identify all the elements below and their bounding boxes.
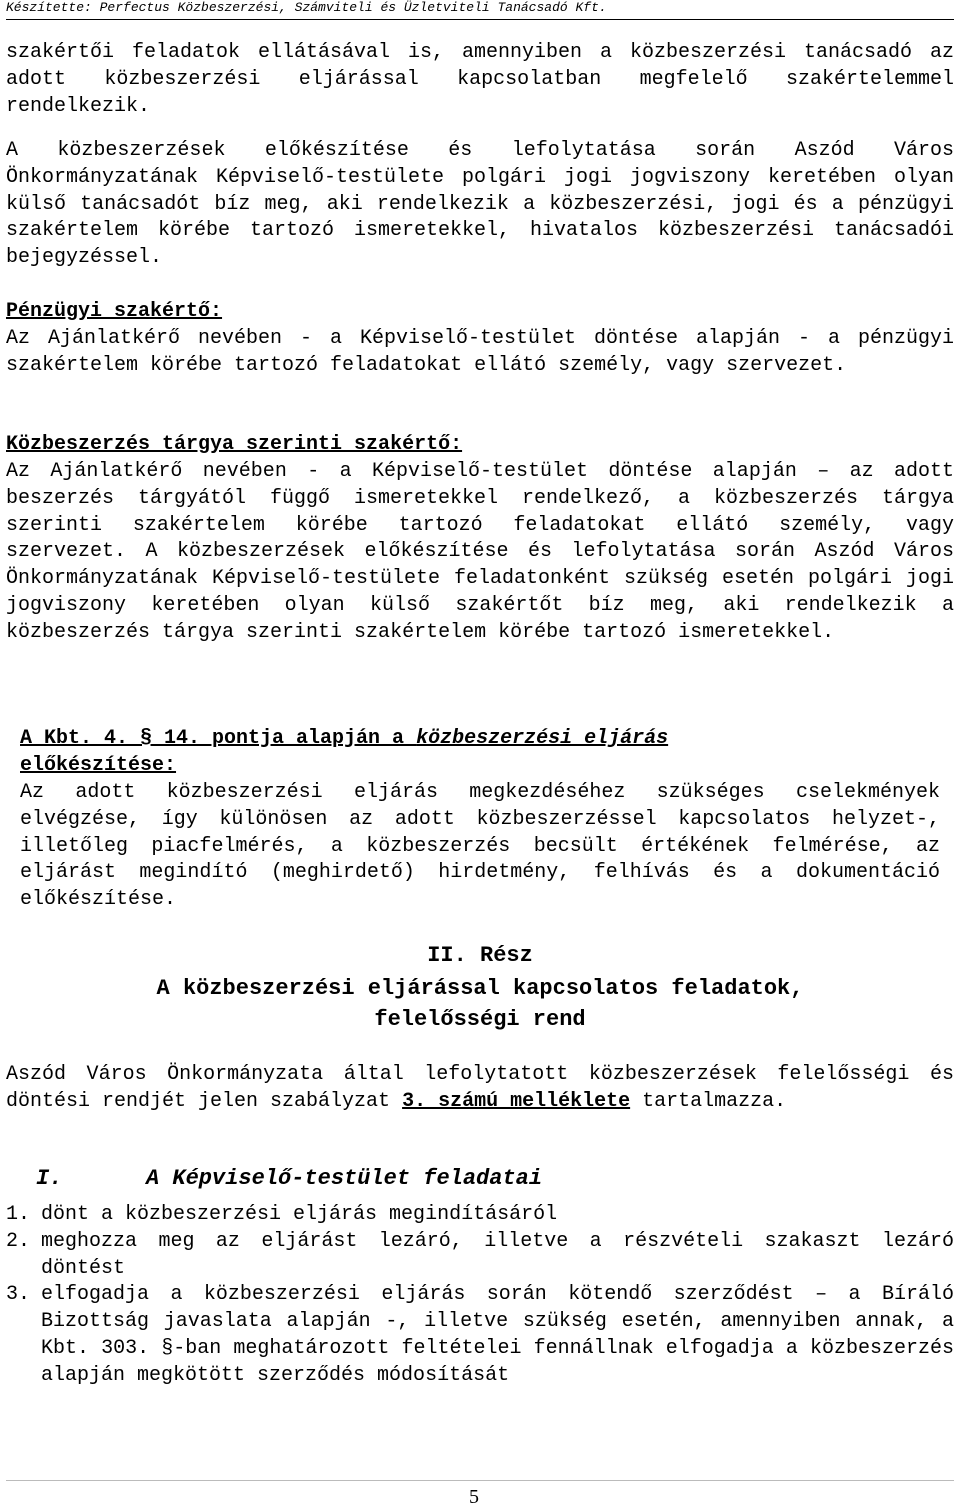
header-rule <box>6 19 954 20</box>
part-title-line1: A közbeszerzési eljárással kapcsolatos feladatok, <box>156 976 804 1001</box>
list-item <box>6 1229 954 1283</box>
list-item <box>6 1282 954 1389</box>
section-title <box>36 1166 542 1191</box>
list-item-number: 3. <box>6 1283 31 1307</box>
kbt-heading-line2: előkészítése: <box>20 753 177 777</box>
paragraph-1: szakértői feladatok ellátásával is, amennyiben a közbeszerzési tanácsadó az adott közbeszerzési eljárással kapcsolatban megfelelő szakértelemmel rendelkezik. <box>6 41 954 118</box>
kbt-heading-italic: közbeszerzési eljárás <box>416 727 669 750</box>
annex-reference: 3. számú melléklete <box>402 1089 631 1113</box>
footer-rule <box>6 1480 954 1481</box>
kbt-text: Az adott közbeszerzési eljárás megkezdéséhez szükséges cselekmények elvégzése, így különösen az adott közbeszerzéssel kapcsolatos helyzet-, illetőleg piacfelmérés, a közbeszerzés becsült értékének felmérése, az eljárást megindító (meghirdető) hirdetmény, felhívás és a dokumentáció előkészítése. <box>20 781 940 912</box>
responsibility-text-before: Aszód Város Önkormányzata által lefolytatott közbeszerzések felelősségi és döntési rendjét jelen szabályzat <box>6 1063 954 1113</box>
subject-expert-text: Az Ajánlatkérő nevében - a Képviselő-testület döntése alapján – az adott beszerzés tárgyától függő ismeretekkel rendelkező, a közbeszerzés tárgya szerinti szakértelem körébe tartozó feladatokat ellátó személy, vagy szervezet. A közbeszerzések előkészítése és lefolytatása során Aszód Város Önkormányzatának Képviselő-testülete feladatonként szükség esetén polgári jogi jogviszony keretében olyan külső szakértőt bíz meg, aki rendelkezik a közbeszerzés tárgya szerinti szakértelem körébe tartozó ismeretekkel. <box>6 460 954 644</box>
section-title-text: A Képviselő-testület feladatai <box>146 1166 543 1191</box>
financial-expert-heading: Pénzügyi szakértő: <box>6 300 223 323</box>
responsibility-paragraph <box>6 1062 954 1116</box>
part-label: II. Rész <box>427 943 533 968</box>
kbt-heading <box>20 726 940 780</box>
section-number: I. <box>36 1166 63 1191</box>
part-title-line2: felelősségi rend <box>374 1007 586 1032</box>
list-item-number: 1. <box>6 1203 31 1226</box>
page-header: Készítette: Perfectus Közbeszerzési, Számviteli és Üzletviteli Tanácsadó Kft. <box>6 0 607 15</box>
financial-expert-text: Az Ajánlatkérő nevében - a Képviselő-testület döntése alapján - a pénzügyi szakértelem körébe tartozó feladatokat ellátó személy, vagy szervezet. <box>6 327 954 377</box>
list-item <box>6 1202 954 1229</box>
kbt-heading-prefix: A Kbt. 4. § 14. pontja alapján a <box>20 727 417 750</box>
list-item-number: 2. <box>6 1229 31 1253</box>
page-number: 5 <box>469 1486 479 1508</box>
list-item-text: meghozza meg az eljárást lezáró, illetve a részvételi szakaszt lezáró döntést <box>41 1229 954 1280</box>
paragraph-2: A közbeszerzések előkészítése és lefolytatása során Aszód Város Önkormányzatának Képviselő-testülete polgári jogi jogviszony keretében olyan külső tanácsadót bíz meg, aki rendelkezik a közbeszerzési, jogi és a pénzügyi szakértelem körébe tartozó ismeretekkel, hivatalos közbeszerzési tanácsadói bejegyzéssel. <box>6 139 954 270</box>
task-list <box>6 1202 954 1390</box>
subject-expert-heading: Közbeszerzés tárgya szerinti szakértő: <box>6 433 463 456</box>
list-item-text: dönt a közbeszerzési eljárás megindításáról <box>41 1203 558 1226</box>
responsibility-text-after: tartalmazza. <box>630 1089 787 1113</box>
list-item-text: elfogadja a közbeszerzési eljárás során kötendő szerződést – a Bíráló Bizottság javaslata alapján -, illetve szükség esetén, amennyiben annak, a Kbt. 303. §-ban meghatározott feltételei fennállnak elfogadja a közbeszerzés alapján megkötött szerződés módosítását <box>41 1283 954 1387</box>
